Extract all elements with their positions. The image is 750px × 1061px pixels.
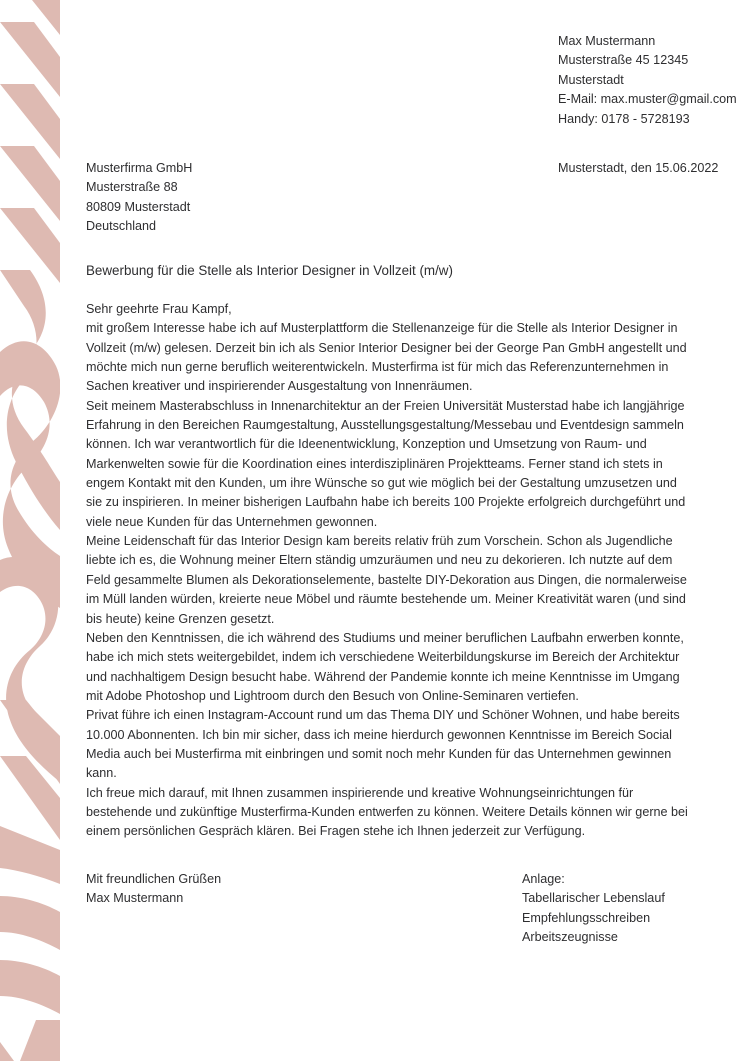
body-paragraph: Neben den Kenntnissen, die ich während des Studiums und meiner beruflichen Laufbahn erwerben konnte, habe ich mich stets weitergebildet, indem ich verschiedene Weiterbildungskurse im Bereich der Architektur und nachhaltigem Design besucht habe. Während der Pandemie konnte ich meine Kenntnisse im Umgang mit Adobe Photoshop und Lightroom durch den Besuch von Online-Seminaren vertiefen. bbox=[86, 630, 684, 703]
attachment-item: Arbeitszeugnisse bbox=[522, 930, 618, 945]
attachments-block bbox=[522, 870, 665, 948]
subject-line: Bewerbung für die Stelle als Interior Designer in Vollzeit (m/w) bbox=[86, 263, 453, 278]
signature-name: Max Mustermann bbox=[86, 891, 184, 906]
recipient-street: Musterstraße 88 bbox=[86, 180, 178, 195]
sender-street: Musterstraße 45 12345 bbox=[558, 53, 689, 68]
attachment-item: Empfehlungsschreiben bbox=[522, 910, 651, 925]
sender-phone: Handy: 0178 - 5728193 bbox=[558, 111, 690, 126]
salutation: Sehr geehrte Frau Kampf, bbox=[86, 302, 232, 316]
sender-email: E-Mail: max.muster@gmail.com bbox=[558, 92, 737, 107]
recipient-city: 80809 Musterstadt bbox=[86, 199, 191, 214]
recipient-address-block bbox=[86, 159, 192, 237]
recipient-country: Deutschland bbox=[86, 219, 157, 234]
stripe-pattern-svg bbox=[0, 0, 60, 1061]
sender-address-block bbox=[558, 32, 750, 129]
body-paragraph: Seit meinem Masterabschluss in Innenarchitektur an der Freien Universität Musterstad habe ich langjährige Erfahrung in den Bereichen Raumgestaltung, Ausstellungsgestaltung/Messebau und Eventdesign sammeln können. Ich war verantwortlich für die Ideenentwicklung, Konzeption und Umsetzung von Raum- und Markenwelten sowie für die Koordination eines interdisziplinären Projektteams. Ferner stand ich stets in engem Kontakt mit den Kunden, um ihre Wünsche so gut wie möglich bei der Gestaltung umzusetzen und sie zu inspirieren. In meiner bisherigen Laufbahn habe ich bereits 100 Projekte erfolgreich durchgeführt und viele neue Kunden für das Unternehmen gewonnen. bbox=[86, 398, 686, 529]
body-paragraph: Privat führe ich einen Instagram-Account rund um das Thema DIY und Schöner Wohnen, und habe bereits 10.000 Abonnenten. Ich bin mir sicher, dass ich meine hierdurch gewonnen Kenntnisse im Bereich Social Media auch bei Musterfirma mit einbringen und somit noch mehr Kunden für das Unternehmen gewinnen kann. bbox=[86, 708, 680, 781]
attachment-item: Tabellarischer Lebenslauf bbox=[522, 891, 665, 906]
date-block bbox=[558, 159, 718, 178]
letter-page bbox=[60, 0, 750, 1061]
attachments-heading: Anlage: bbox=[522, 872, 565, 886]
sender-name: Max Mustermann bbox=[558, 34, 656, 48]
recipient-company: Musterfirma GmbH bbox=[86, 161, 193, 175]
closing-greeting: Mit freundlichen Grüßen bbox=[86, 872, 222, 886]
body-paragraph: Meine Leidenschaft für das Interior Design kam bereits relativ früh zum Vorschein. Schon als Jugendliche liebte ich es, die Wohnung meiner Eltern ständig umzuräumen und neu zu dekorieren. Ich nutzte auf dem Feld gesammelte Blumen als Dekorationselemente, bastelte DIY-Dekoration aus Dingen, die normalerweise im Müll landen würden, kreierte neue Möbel und räumte bestehende um. Meiner Kreativität waren (und sind bis heute) keine Grenzen gesetzt. bbox=[86, 534, 687, 626]
body-paragraph: mit großem Interesse habe ich auf Musterplattform die Stellenanzeige für die Stelle als Interior Designer in Vollzeit (m/w) gelesen. Derzeit bin ich als Senior Interior Designer bei der George Pan GmbH angestellt und möchte mich nun gerne beruflich weiterentwickeln. Musterfirma ist für mich das Referenzunternehmen in Sachen kreativer und inspirierender Ausgestaltung von Innenräumen. bbox=[86, 321, 687, 394]
decorative-stripe-pattern bbox=[0, 0, 60, 1061]
sender-city: Musterstadt bbox=[558, 72, 624, 87]
place-and-date: Musterstadt, den 15.06.2022 bbox=[558, 161, 719, 175]
closing-block bbox=[86, 870, 221, 909]
letter-body bbox=[86, 300, 690, 842]
body-paragraph: Ich freue mich darauf, mit Ihnen zusammen inspirierende und kreative Wohnungseinrichtungen für bestehende und zukünftige Musterfirma-Kunden entwerfen zu können. Weitere Details können wir gerne bei einem persönlichen Gespräch klären. Bei Fragen stehe ich Ihnen jederzeit zur Verfügung. bbox=[86, 785, 688, 839]
